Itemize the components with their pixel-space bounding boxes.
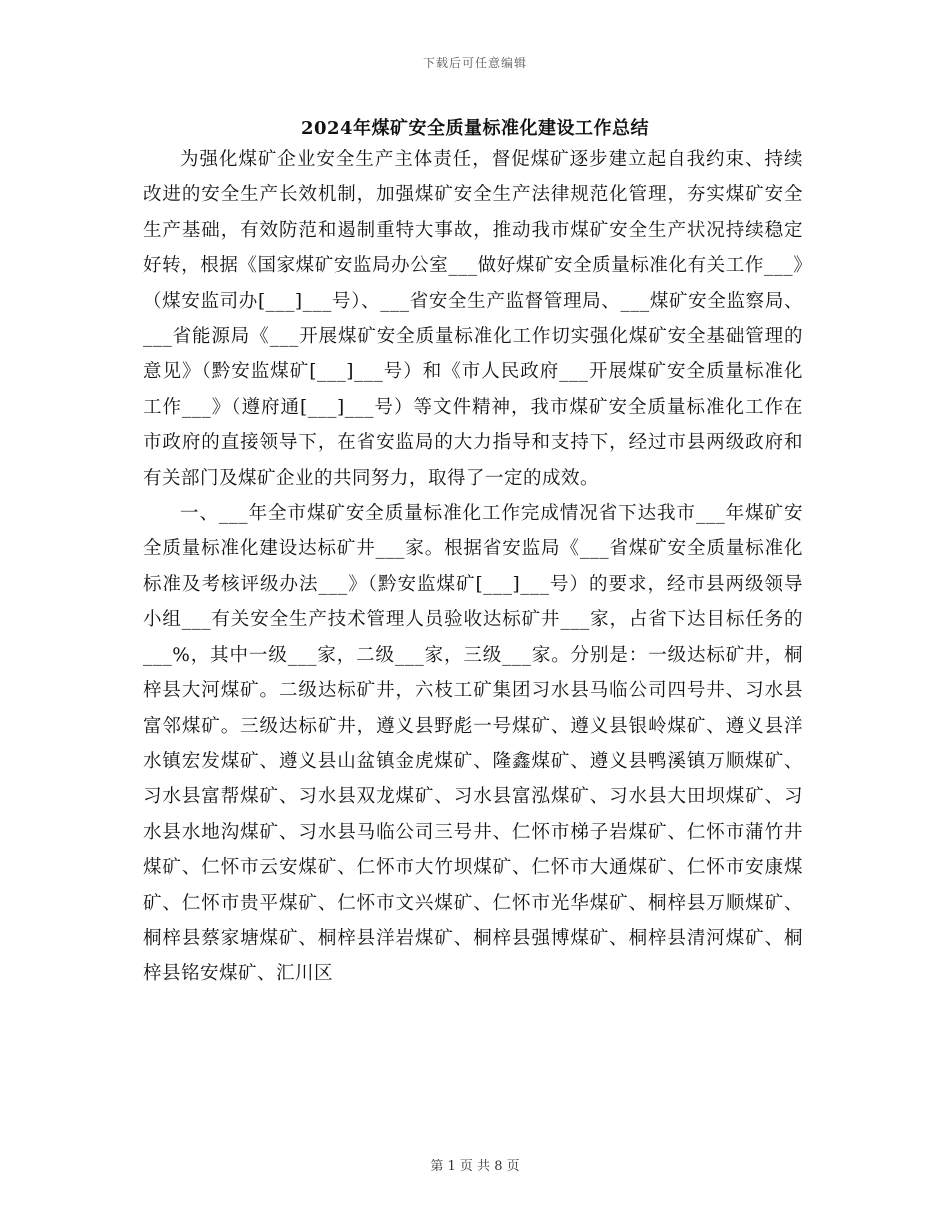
body-paragraph-section-one: 一、___年全市煤矿安全质量标准化工作完成情况省下达我市___年煤矿安全质量标准化建设达标矿井___家。根据省安监局《___省煤矿安全质量标准化标准及考核评级办法___》（黔安监煤矿[___]___号）的要求，经市县两级领导小组___有关安全生产技术管理人员验收达标矿井___家，占省下达目标任务的___%，其中一级___家，二级___家，三级___家。分别是：一级达标矿井，桐梓县大河煤矿。二级达标矿井，六枝工矿集团习水县马临公司四号井、习水县富邻煤矿。三级达标矿井，遵义县野彪一号煤矿、遵义县银岭煤矿、遵义县洋水镇宏发煤矿、遵义县山盆镇金虎煤矿、隆鑫煤矿、遵义县鸭溪镇万顺煤矿、习水县富帮煤矿、习水县双龙煤矿、习水县富泓煤矿、习水县大田坝煤矿、习水县水地沟煤矿、习水县马临公司三号井、仁怀市梯子岩煤矿、仁怀市蒲竹井煤矿、仁怀市云安煤矿、仁怀市大竹坝煤矿、仁怀市大通煤矿、仁怀市安康煤矿、仁怀市贵平煤矿、仁怀市文兴煤矿、仁怀市光华煤矿、桐梓县万顺煤矿、桐梓县蔡家塘煤矿、桐梓县洋岩煤矿、桐梓县强博煤矿、桐梓县清河煤矿、桐梓县铭安煤矿、汇川区 bbox=[143, 503, 803, 985]
page-number: 第 1 页 共 8 页 bbox=[430, 1159, 520, 1174]
document-title: 2024年煤矿安全质量标准化建设工作总结 bbox=[300, 118, 650, 139]
body-paragraph-intro: 为强化煤矿企业安全生产主体责任，督促煤矿逐步建立起自我约束、持续改进的安全生产长效机制，加强煤矿安全生产法律规范化管理，夯实煤矿安全生产基础，有效防范和遏制重特大事故，推动我市煤矿安全生产状况持续稳定好转，根据《国家煤矿安监局办公室___做好煤矿安全质量标准化有关工作___》（煤安监司办[___]___号）、___省安全生产监督管理局、___煤矿安全监察局、___省能源局《___开展煤矿安全质量标准化工作切实强化煤矿安全基础管理的意见》（黔安监煤矿[___]___号）和《市人民政府___开展煤矿安全质量标准化工作___》（遵府通[___]___号）等文件精神，我市煤矿安全质量标准化工作在市政府的直接领导下，在省安监局的大力指导和支持下，经过市县两级政府和有关部门及煤矿企业的共同努力，取得了一定的成效。 bbox=[143, 149, 803, 489]
page-header-note: 下载后可任意编辑 bbox=[422, 56, 527, 70]
document-body bbox=[143, 142, 803, 992]
